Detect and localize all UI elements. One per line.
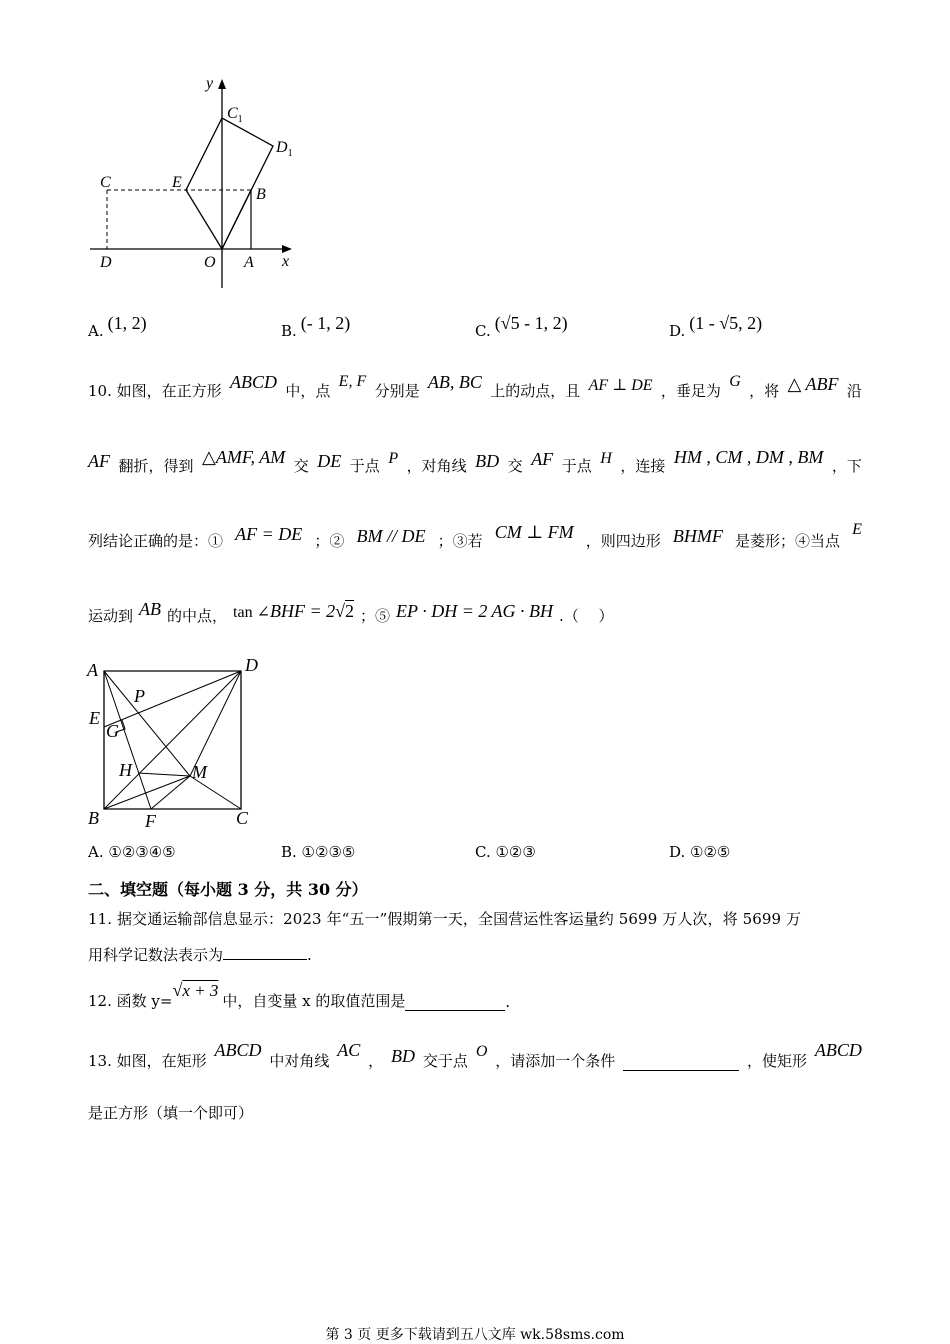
y-axis-arrow bbox=[218, 79, 226, 89]
q13-line-2: 是正方形（填一个即可） bbox=[88, 1104, 254, 1122]
segment-dm bbox=[190, 671, 241, 776]
q10-line-1: 10. 如图，在正方形 ABCD 中，点 E, F 分别是 AB, BC 上的动点，且 AF ⊥ DE ，垂足为 G ，将 △ ABF 沿 bbox=[88, 372, 862, 400]
q11-line-2: 用科学记数法表示为 . bbox=[88, 946, 312, 964]
q9-option-d: D. (1 - √5, 2) bbox=[669, 313, 763, 340]
label-g: G bbox=[106, 721, 119, 741]
q10-option-c: C. ①②③ bbox=[475, 843, 536, 861]
label-x: x bbox=[282, 253, 290, 270]
segment-hm bbox=[138, 773, 190, 776]
q10-option-a: A. ①②③④⑤ bbox=[88, 843, 176, 861]
label-a: A bbox=[87, 660, 98, 680]
q11-line-1: 11. 据交通运输部信息显示：2023 年“五一”假期第一天，全国营运性客运量约 5699 万人次，将 5699 万 bbox=[88, 910, 802, 928]
label-o: O bbox=[204, 254, 216, 271]
q9-option-a: A. (1, 2) bbox=[88, 313, 147, 340]
label-b: B bbox=[88, 808, 99, 828]
label-a: A bbox=[244, 254, 254, 271]
label-c: C bbox=[236, 808, 249, 828]
q10-option-d: D. ①②⑤ bbox=[669, 843, 731, 861]
sqrt-sign: √ bbox=[719, 313, 730, 333]
label-m: M bbox=[192, 762, 207, 782]
quadrilateral-oec1d1 bbox=[186, 118, 273, 249]
label-f: F bbox=[145, 811, 156, 831]
segment-fm bbox=[151, 776, 190, 809]
label-c: C bbox=[100, 174, 111, 191]
label-b: B bbox=[256, 186, 266, 203]
q10-option-b: B. ①②③⑤ bbox=[281, 843, 356, 861]
q12-line: 12. 函数 y= √x + 3 中，自变量 x 的取值范围是 . bbox=[88, 980, 511, 1011]
q10-line-2: AF 翻折，得到 △AMF, AM 交 DE 于点 P ，对角线 BD 交 AF 于点 H ，连接 HM , CM , DM , BM ，下 bbox=[88, 447, 862, 475]
section-heading: 二、填空题（每小题 3 分，共 30 分） bbox=[88, 880, 368, 899]
answer-blank[interactable] bbox=[623, 1056, 739, 1071]
sqrt-sign: √ bbox=[500, 313, 511, 333]
label-p: P bbox=[134, 686, 145, 706]
label-d1: $D_1$ bbox=[276, 139, 293, 159]
q9-option-c: C. (√5 - 1, 2) bbox=[475, 313, 568, 340]
sqrt-expression: √x + 3 bbox=[172, 980, 219, 1000]
answer-blank[interactable] bbox=[223, 945, 307, 960]
answer-blank[interactable] bbox=[405, 996, 505, 1011]
q10-line-4: 运动到 AB 的中点， tan ∠BHF = 2√2 ；⑤ EP · DH = 2 AG · BH .（ ） bbox=[88, 599, 614, 625]
figure-coordinate-quadrilateral bbox=[80, 70, 310, 300]
sqrt-sign: √ bbox=[335, 601, 346, 621]
figure-square-abcd bbox=[84, 652, 264, 834]
q9-option-b: B. (- 1, 2) bbox=[281, 313, 351, 340]
label-c1: $C_1$ bbox=[227, 105, 243, 125]
segment-de bbox=[104, 671, 241, 727]
label-h: H bbox=[119, 760, 132, 780]
label-d: D bbox=[100, 254, 112, 271]
sqrt-sign: √ bbox=[172, 980, 183, 1000]
label-d: D bbox=[245, 655, 258, 675]
q10-line-3: 列结论正确的是：① AF = DE ；② BM // DE ；③若 CM ⊥ FM ，则四边形 BHMF 是菱形；④当点 E bbox=[88, 521, 862, 550]
x-axis-arrow bbox=[282, 245, 292, 253]
page-footer: 第 3 页 更多下载请到五八文库 wk.58sms.com bbox=[325, 1327, 625, 1343]
label-e: E bbox=[89, 708, 100, 728]
segment-bd bbox=[104, 671, 241, 809]
q13-line-1: 13. 如图，在矩形 ABCD 中对角线 AC ， BD 交于点 O ，请添加一个条件 ，使矩形 ABCD bbox=[88, 1040, 862, 1070]
label-e: E bbox=[172, 174, 182, 191]
label-y: y bbox=[206, 75, 214, 92]
segment-bm bbox=[104, 776, 190, 809]
